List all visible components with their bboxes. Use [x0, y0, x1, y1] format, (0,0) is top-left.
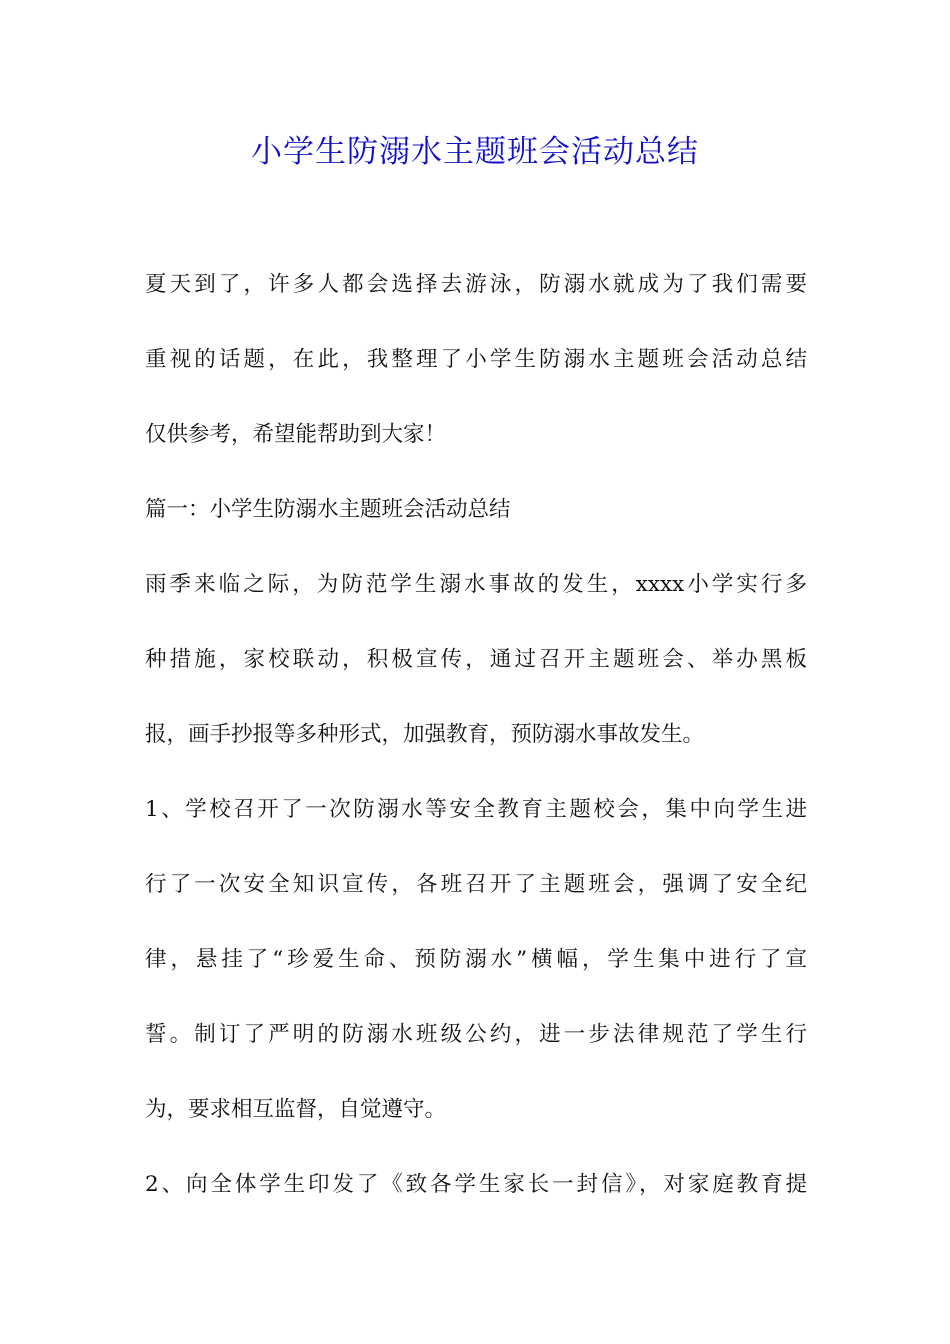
section-heading: 篇一：小学生防溺水主题班会活动总结	[145, 497, 511, 522]
paragraph-line-6: 种措施，家校联动，积极宣传，通过召开主题班会、举办黑板	[145, 647, 807, 672]
paragraph-line-11: 誓。制订了严明的防溺水班级公约，进一步法律规范了学生行	[145, 1022, 807, 1047]
paragraph-line-12: 为，要求相互监督，自觉遵守。	[145, 1097, 447, 1122]
paragraph-line-3: 仅供参考，希望能帮助到大家！	[145, 422, 447, 447]
paragraph-line-7: 报，画手抄报等多种形式，加强教育，预防溺水事故发生。	[145, 722, 705, 747]
paragraph-line-10: 律，悬挂了“珍爱生命、预防溺水”横幅，学生集中进行了宣	[145, 947, 807, 972]
paragraph-line-5: 雨季来临之际，为防范学生溺水事故的发生，xxxx小学实行多	[145, 572, 807, 597]
paragraph-line-8: 1、学校召开了一次防溺水等安全教育主题校会，集中向学生进	[145, 797, 807, 822]
paragraph-line-9: 行了一次安全知识宣传，各班召开了主题班会，强调了安全纪	[145, 872, 807, 897]
paragraph-line-13: 2、向全体学生印发了《致各学生家长一封信》，对家庭教育提	[145, 1172, 807, 1197]
paragraph-line-2: 重视的话题，在此，我整理了小学生防溺水主题班会活动总结	[145, 347, 807, 372]
document-title: 小学生防溺水主题班会活动总结	[251, 134, 699, 170]
paragraph-line-1: 夏天到了，许多人都会选择去游泳，防溺水就成为了我们需要	[145, 272, 807, 297]
